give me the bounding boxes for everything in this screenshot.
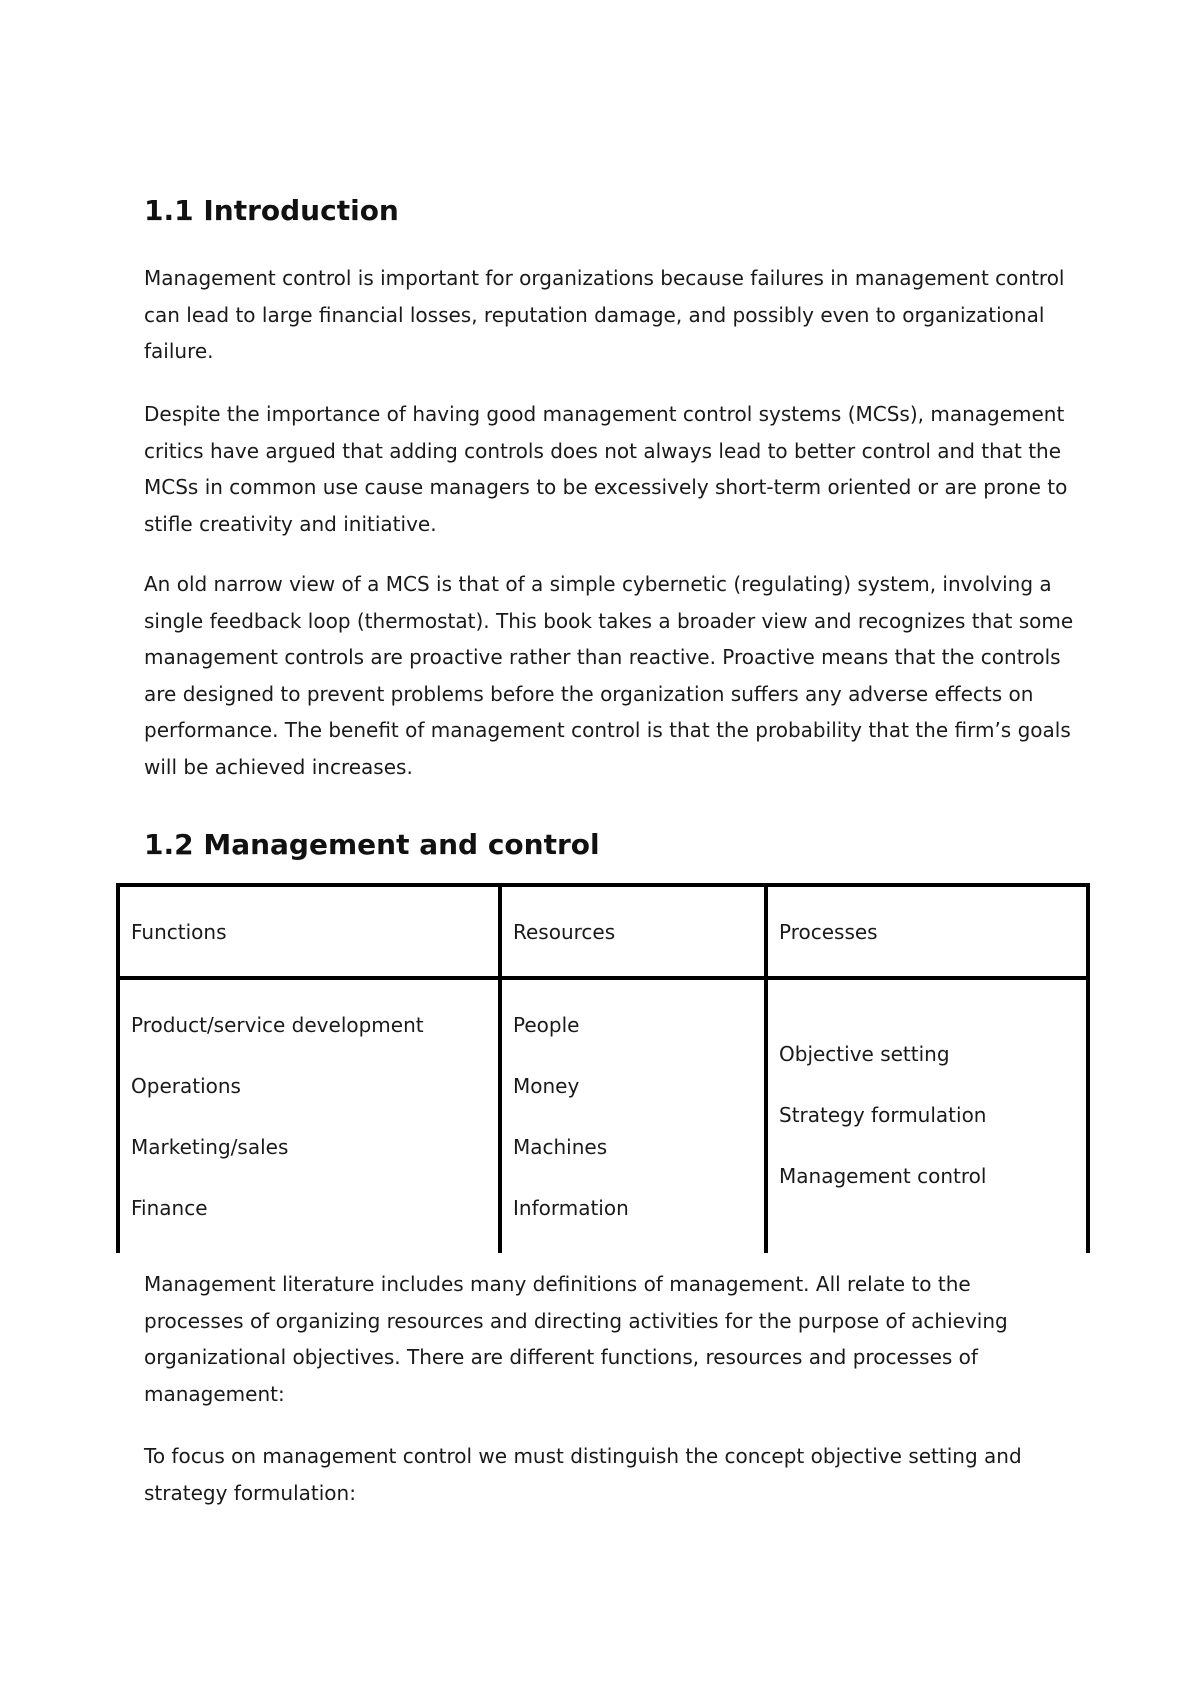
list-item: Operations bbox=[131, 1074, 241, 1098]
list-item: Objective setting bbox=[779, 1042, 950, 1066]
intro-paragraph-1: Management control is important for organizations because failures in management control can lead to large financial losses, reputation damage, and possibly even to organizational failure. bbox=[144, 266, 1065, 363]
section-heading-introduction: 1.1 Introduction bbox=[144, 194, 399, 227]
list-item: Information bbox=[513, 1196, 629, 1220]
table-header-resources: Resources bbox=[513, 920, 616, 944]
list-item: Management control bbox=[779, 1164, 987, 1188]
table-border-left bbox=[116, 883, 120, 1253]
section-heading-management-and-control: 1.2 Management and control bbox=[144, 828, 600, 861]
management-paragraph-2: To focus on management control we must distinguish the concept objective setting and strategy formulation: bbox=[144, 1444, 1022, 1505]
table-column-divider-2 bbox=[764, 883, 768, 1253]
list-item: Finance bbox=[131, 1196, 208, 1220]
table-border-right bbox=[1086, 883, 1090, 1253]
functions-list bbox=[131, 1013, 424, 1257]
table-border-top bbox=[116, 883, 1090, 887]
list-item: People bbox=[513, 1013, 580, 1037]
table-column-divider-1 bbox=[498, 883, 502, 1253]
table-header-functions: Functions bbox=[131, 920, 227, 944]
processes-list bbox=[779, 1042, 986, 1225]
intro-paragraph-3: An old narrow view of a MCS is that of a simple cybernetic (regulating) system, involving a single feedback loop (thermostat). This book takes a broader view and recognizes that some management controls are proactive rather than reactive. Proactive means that the controls are designed to prevent problems before the organization suffers any adverse effects on performance. The benefit of management control is that the probability that the firm’s goals will be achieved increases. bbox=[144, 572, 1074, 779]
list-item: Marketing/sales bbox=[131, 1135, 289, 1159]
intro-paragraph-2: Despite the importance of having good management control systems (MCSs), management critics have argued that adding controls does not always lead to better control and that the MCSs in common use cause managers to be excessively short-term oriented or are prone to stifle creativity and initiative. bbox=[144, 402, 1068, 536]
management-paragraph-1: Management literature includes many definitions of management. All relate to the processes of organizing resources and directing activities for the purpose of achieving organizational objectives. There are different functions, resources and processes of management: bbox=[144, 1272, 1008, 1406]
list-item: Machines bbox=[513, 1135, 608, 1159]
management-table bbox=[116, 883, 1090, 1253]
list-item: Product/service development bbox=[131, 1013, 424, 1037]
list-item: Money bbox=[513, 1074, 580, 1098]
list-item: Strategy formulation bbox=[779, 1103, 987, 1127]
resources-list bbox=[513, 1013, 629, 1257]
table-header-processes: Processes bbox=[779, 920, 878, 944]
table-header-divider bbox=[116, 976, 1090, 980]
